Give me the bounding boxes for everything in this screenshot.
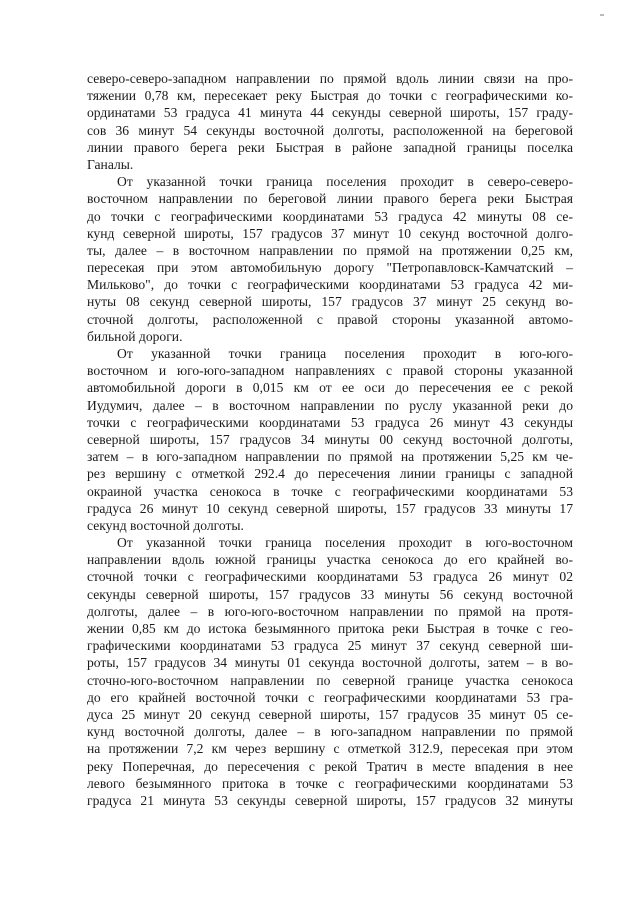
text-line: кунд северной широты, 157 градусов 37 минут 10 секунд восточной долго-	[87, 225, 573, 241]
text-line: От указанной точки граница поселения проходит в северо-северо-	[117, 174, 573, 190]
text-line: роты, 157 градусов 34 минуты 01 секунда восточной долготы, затем – в во-	[87, 655, 573, 671]
text-line: окраиной участка сенокоса в точке с географическими координатами 53	[87, 483, 573, 499]
text-line: графическими координатами 53 градуса 25 минут 37 секунд северной ши-	[87, 638, 573, 654]
text-line: рез вершину с отметкой 292.4 до пересечения линии границы с западной	[87, 466, 573, 482]
text-line: направлении вдоль южной границы участка сенокоса до его крайней во-	[87, 552, 573, 568]
text-line: до точки с географическими координатами 53 градуса 42 минуты 08 се-	[87, 208, 573, 224]
text-line: градуса 21 минута 53 секунды северной широты, 157 градусов 32 минуты	[87, 792, 573, 808]
text-line: градуса 26 минут 10 секунд северной широты, 157 градусов 33 минуты 17	[87, 500, 573, 516]
text-line: дуса 25 минут 20 секунд северной широты, 157 градусов 35 минут 05 се-	[87, 706, 573, 722]
text-line: сточной точки с географическими координатами 53 градуса 26 минут 02	[87, 569, 573, 585]
text-line: Мильково", до точки с географическими координатами 53 градуса 42 ми-	[87, 277, 573, 293]
document-body	[87, 70, 573, 809]
text-line: Иудумич, далее – в восточном направлении по руслу указанной реки до	[87, 397, 573, 413]
paragraph	[87, 534, 573, 809]
text-line: нуты 08 секунд северной широты, 157 градусов 37 минут 25 секунд во-	[87, 294, 573, 310]
text-line: пересекая при этом автомобильную дорогу "Петропавловск-Камчатский –	[87, 260, 573, 276]
text-line: От указанной точки граница поселения проходит в юго-юго-	[117, 346, 573, 361]
text-line: линии правого берега реки Быстрая в районе западной границы поселка	[87, 139, 573, 155]
text-line: ординатами 53 градуса 41 минута 44 секунды северной широты, 157 граду-	[87, 105, 573, 121]
text-line: кунд восточной долготы, далее – в юго-западном направлении по прямой	[87, 724, 573, 740]
text-line: до его крайней восточной точки с географическими координатами 53 гра-	[87, 689, 573, 705]
text-line: левого безымянного притока в точке с географическими координатами 53	[87, 775, 573, 791]
text-line: тяжении 0,78 км, пересекает реку Быстрая до точки с географическими ко-	[87, 88, 573, 104]
text-line: сточно-юго-восточном направлении по северной границе участка сенокоса	[87, 672, 573, 688]
text-line: восточном и юго-юго-западном направлениях с правой стороны указанной	[87, 363, 573, 379]
scan-mark	[600, 14, 604, 16]
paragraph	[87, 173, 573, 345]
text-line: жении 0,85 км до истока безымянного притока реки Быстрая в точке с гео-	[87, 621, 573, 636]
text-line: реку Поперечная, до пересечения с рекой Тратич в месте впадения в нее	[87, 758, 573, 774]
text-line: северной широты, 157 градусов 34 минуты 00 секунд восточной долготы,	[87, 431, 573, 447]
text-line: От указанной точки граница поселения проходит в юго-восточном	[117, 535, 573, 551]
text-line: на протяжении 7,2 км через вершину с отметкой 312.9, пересекая при этом	[87, 741, 573, 757]
text-line: сов 36 минут 54 секунды восточной долготы, расположенной на береговой	[87, 122, 573, 138]
paragraph	[87, 70, 573, 173]
text-line: бильной дороги.	[87, 328, 183, 344]
text-line: затем – в юго-западном направлении по прямой на протяжении 5,25 км че-	[87, 449, 573, 465]
paragraph	[87, 345, 573, 534]
text-line: Ганалы.	[87, 156, 134, 172]
text-line: секунды северной широты, 157 градусов 33 минуты 56 секунд восточной	[87, 586, 573, 602]
text-line: долготы, далее – в юго-юго-восточном направлении по прямой на протя-	[87, 603, 573, 619]
text-line: секунд восточной долготы.	[87, 517, 244, 533]
text-line: восточном направлении по береговой линии правого берега реки Быстрая	[87, 191, 573, 207]
text-line: сточной долготы, расположенной с правой стороны указанной автомо-	[87, 311, 573, 327]
text-line: ты, далее – в восточном направлении по прямой на протяжении 0,25 км,	[87, 242, 573, 258]
text-line: точки с географическими координатами 53 градуса 26 минут 43 секунды	[87, 414, 573, 430]
text-line: северо-северо-западном направлении по прямой вдоль линии связи на про-	[87, 71, 573, 86]
text-line: автомобильной дороги в 0,015 км от ее оси до пересечения ее с рекой	[87, 380, 573, 396]
